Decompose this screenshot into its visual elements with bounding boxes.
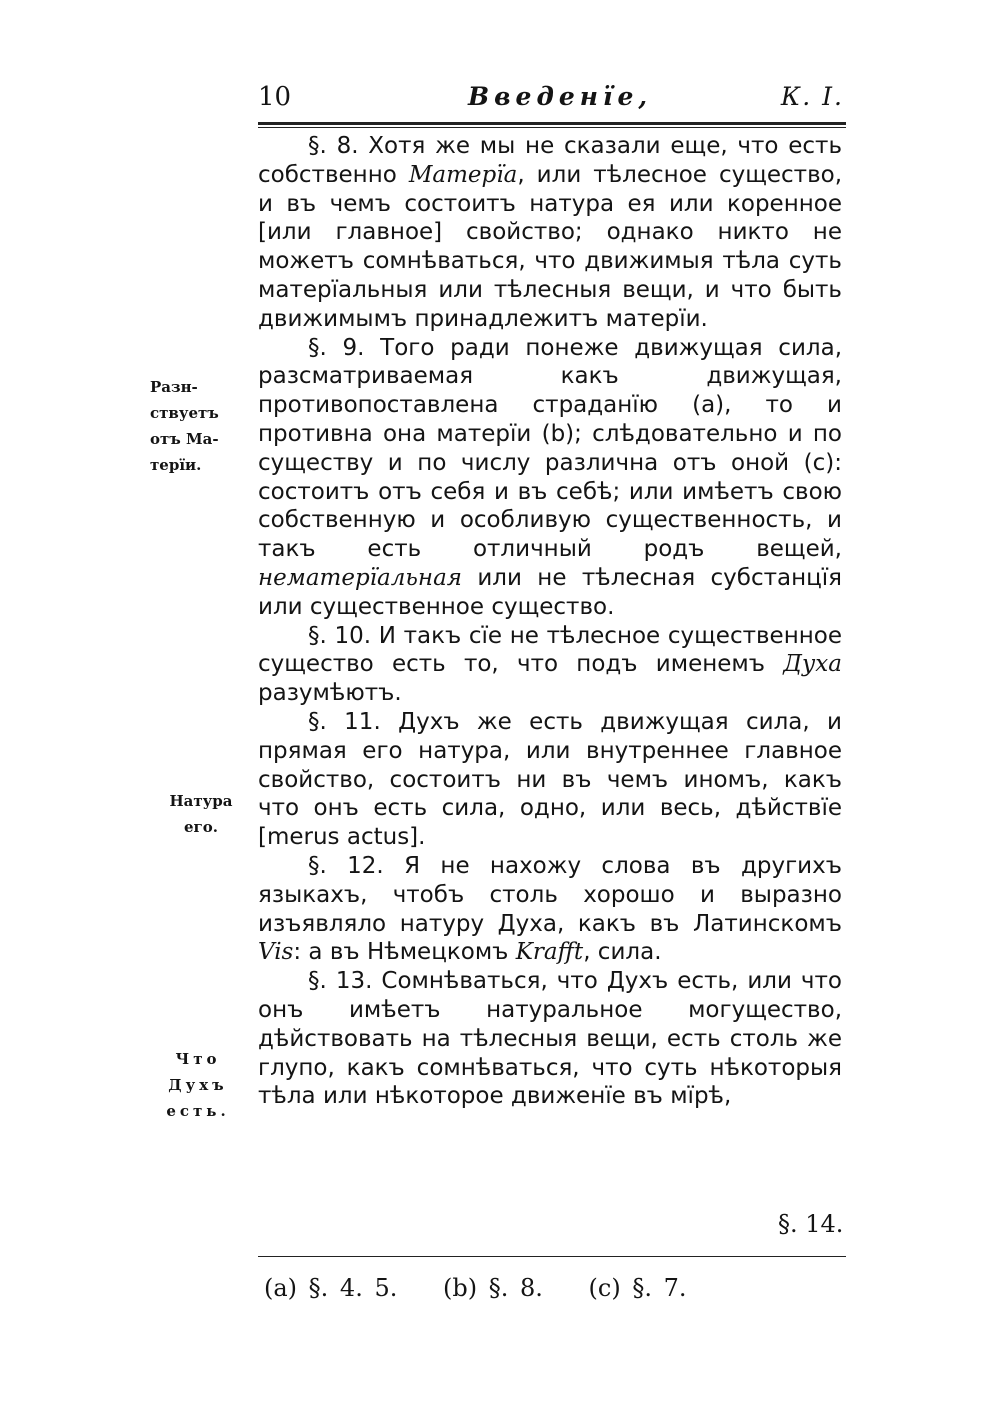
footnote-b: (b) §. 8.	[443, 1274, 543, 1302]
text-run: §. 12. Я не нахожу слова въ другихъ языкахъ, чтобъ столь хорошо и выразно изъявляло натуру Духа, какъ въ Латинскомъ	[258, 852, 842, 937]
text-run: или не тѣлесная субстанцїя или существенное существо.	[258, 564, 842, 620]
footnote-c: (c) §. 7.	[588, 1274, 687, 1302]
italic-term: нематерїальная	[258, 564, 463, 591]
page-number: 10	[258, 82, 292, 112]
paragraph-9	[258, 334, 842, 622]
text-run: §. 8. Хотя же мы не сказали еще, что есть собственно	[258, 133, 842, 188]
header-rule-thin	[258, 127, 846, 128]
margin-note-line: Разн-	[150, 378, 198, 396]
margin-note-line: ствуетъ	[150, 404, 219, 422]
catchword: §. 14.	[778, 1210, 844, 1238]
footnote-rule	[258, 1256, 846, 1257]
margin-note-line: есть.	[166, 1102, 230, 1120]
text-run: , или тѣлесное существо, и въ чемъ состоитъ натура ея или коренное [или главное] свойство; однако никто не можетъ сомнѣваться, что движимыя тѣла суть матерїальныя или тѣлесныя вещи, и что быть движимымъ принадлежитъ матерїи.	[258, 161, 843, 332]
paragraph-12	[258, 852, 842, 967]
running-title: Введенїе,	[468, 82, 653, 111]
text-run: §. 9. Того ради понеже движущая сила, разсматриваемая какъ движущая, противопоставлена страданїю (a), то и противна она матерїи (b); слѣдовательно и по существу и по числу различна отъ оной (c): состоитъ отъ себя и въ себѣ; или имѣетъ свою собственную и особливую существенность, и такъ есть отличный родъ вещей,	[258, 334, 842, 563]
italic-term: Vis	[258, 939, 294, 966]
margin-note-nature	[162, 788, 240, 840]
paragraph-13: §. 13. Сомнѣваться, что Духъ есть, или что онъ имѣетъ натуральное могущество, дѣйствовать на тѣлесныя вещи, есть столь же глупо, какъ сомнѣваться, что суть нѣкоторыя тѣла или нѣкоторое движенїе въ мїрѣ,	[258, 968, 842, 1110]
italic-term: Духа	[783, 651, 842, 678]
text-run: : а въ Нѣмецкомъ	[293, 939, 516, 966]
margin-note-line: Духъ	[168, 1076, 228, 1094]
margin-note-line: Что	[175, 1050, 221, 1068]
margin-note-line: Натура	[169, 792, 233, 810]
chapter-label: К. I.	[780, 82, 844, 111]
footnote-a: (a) §. 4. 5.	[264, 1274, 398, 1302]
text-run: разумѣютъ.	[258, 680, 402, 707]
text-run: §. 10. И такъ сїе не тѣлесное существенное существо есть то, что подъ именемъ	[258, 622, 842, 678]
paragraph-8	[258, 132, 842, 334]
paragraph-11: §. 11. Духъ же есть движущая сила, и прямая его натура, или внутреннее главное свойство, состоитъ ни въ чемъ иномъ, какъ что онъ есть сила, одно, или весь, дѣйствїе [merus actus].	[258, 708, 842, 851]
paragraph-10	[258, 622, 842, 708]
text-run: , сила.	[583, 939, 662, 966]
running-header	[258, 78, 844, 122]
margin-note-difference	[150, 374, 254, 478]
margin-note-what-spirit	[160, 1046, 236, 1124]
italic-term: Krafft	[515, 939, 584, 966]
italic-term: Матерїа	[408, 161, 518, 188]
margin-note-line: его.	[184, 818, 218, 836]
footnotes	[264, 1274, 720, 1302]
margin-note-line: терїи.	[150, 456, 202, 474]
body-text	[258, 132, 842, 1111]
margin-note-line: отъ Ма-	[150, 430, 219, 448]
header-rule	[258, 122, 846, 125]
